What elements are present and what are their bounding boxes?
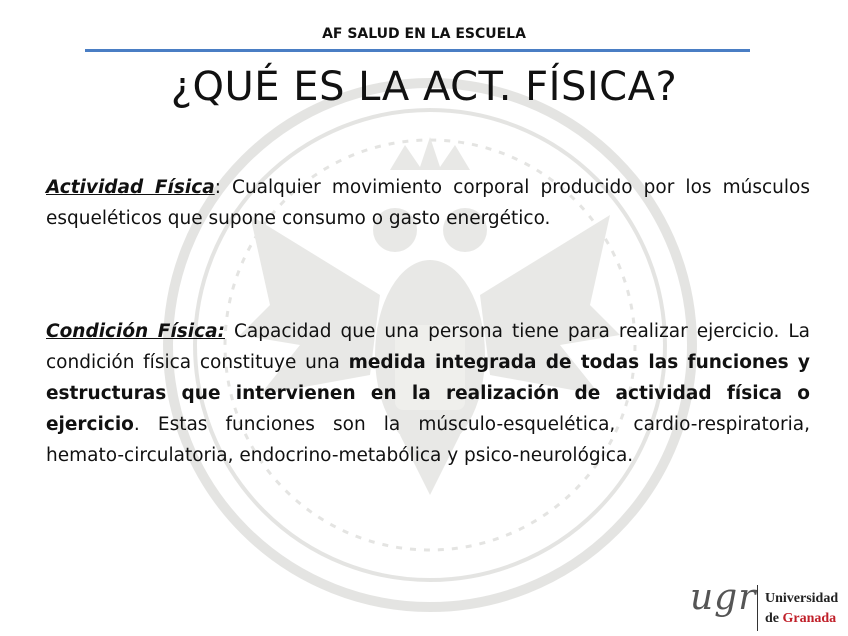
definition-separator: :: [214, 177, 221, 198]
definition-text: Cualquier movimiento corporal producido por los músculos esqueléticos que supone consumo o gasto energético.: [46, 177, 810, 229]
logo-line-2-prefix: de: [765, 611, 783, 626]
definition-text: Capacidad que una persona tiene para realizar ejercicio. La condición física constituye una: [46, 321, 811, 373]
definition-emphasis: medida integrada de todas las funciones y estructuras que intervienen en la realización de actividad física o ejercicio: [46, 352, 810, 435]
logo-line-2-name: Granada: [782, 611, 837, 626]
slide-header: AF SALUD EN LA ESCUELA: [322, 26, 526, 42]
definition-term: Actividad Física: [46, 177, 215, 198]
definition-condicion-fisica: [46, 316, 810, 471]
definition-term: Condición Física:: [46, 321, 225, 342]
logo-line-1: Universidad: [765, 591, 839, 606]
definition-actividad-fisica: [46, 172, 810, 234]
university-logo: [690, 577, 848, 635]
logo-line-2: [765, 611, 836, 627]
definition-text: . Estas funciones son la músculo-esquelética, cardio-respiratoria, hemato-circulatoria, endocrino-metabólica y psico-neurológica.: [46, 414, 810, 466]
header-rule: [85, 49, 750, 52]
logo-divider: [757, 585, 758, 631]
logo-mark: ugr: [690, 577, 757, 618]
slide-title: ¿QUÉ ES LA ACT. FÍSICA?: [170, 64, 678, 110]
